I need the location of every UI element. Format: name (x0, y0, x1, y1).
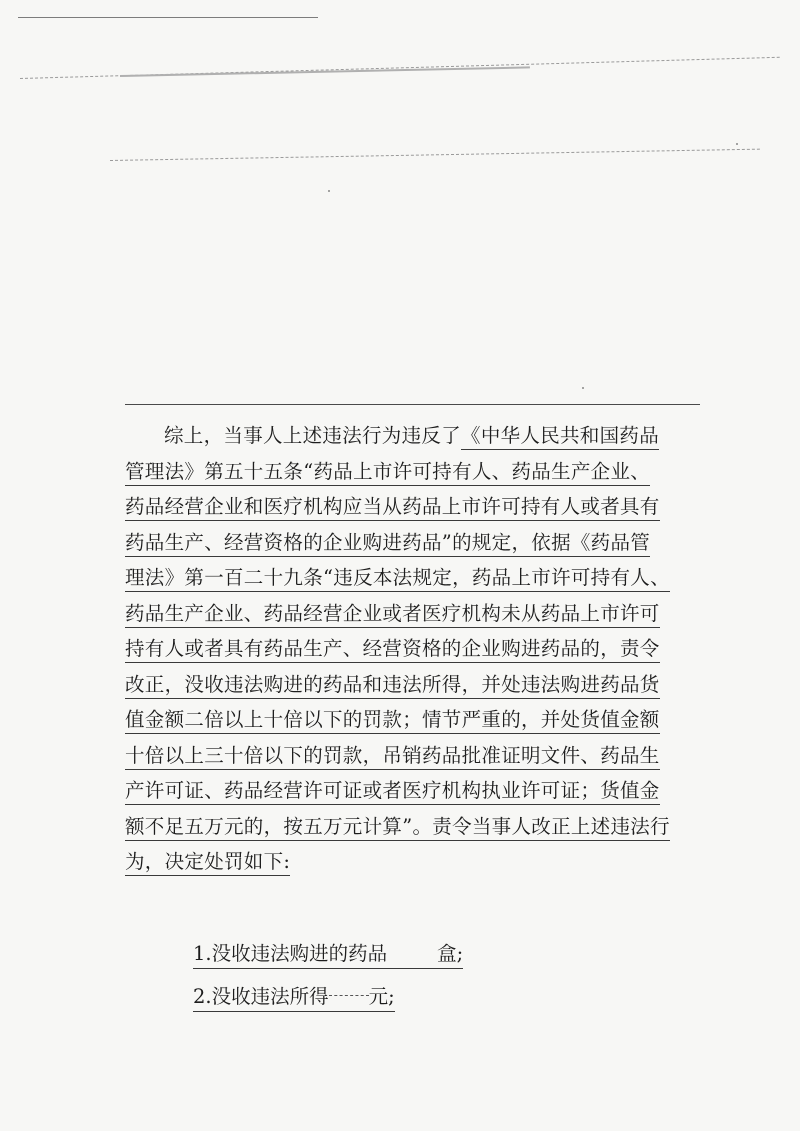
penalty-item-confiscate-drugs (193, 941, 463, 969)
penalty-item-text: 1.没收违法购进的药品 (193, 942, 388, 965)
paragraph-line: 产许可证、药品经营许可证或者医疗机构执业许可证；货值金 (125, 773, 720, 809)
paragraph-line: 改正，没收违法购进的药品和违法所得，并处违法购进药品货 (125, 667, 720, 703)
scan-artifact-line (120, 66, 530, 77)
paragraph-line: 额不足五万元的，按五万元计算”。责令当事人改正上述违法行 (125, 809, 720, 845)
penalty-item-unit: 元; (368, 985, 395, 1008)
paragraph-line: 管理法》第五十五条“药品上市许可持有人、药品生产企业、 (125, 454, 720, 490)
paragraph-line: 综上，当事人上述违法行为违反了《中华人民共和国药品 (125, 418, 720, 454)
scan-artifact-line (110, 149, 760, 161)
penalty-item-confiscate-income (193, 984, 395, 1012)
penalty-paragraph (125, 418, 720, 880)
section-divider (125, 404, 700, 405)
paragraph-line: 持有人或者具有药品生产、经营资格的企业购进药品的，责令 (125, 631, 720, 667)
paragraph-line: 药品生产、经营资格的企业购进药品”的规定，依据《药品管 (125, 525, 720, 561)
paragraph-line: 药品生产企业、药品经营企业或者医疗机构未从药品上市许可 (125, 596, 720, 632)
scan-speck (736, 143, 738, 145)
paragraph-line: 值金额二倍以上十倍以下的罚款；情节严重的，并处货值金额 (125, 702, 720, 738)
penalty-item-text: 2.没收违法所得 (193, 985, 329, 1008)
scan-speck (582, 387, 584, 389)
paragraph-line: 理法》第一百二十九条“违反本法规定，药品上市许可持有人、 (125, 560, 720, 596)
redacted-amount (329, 989, 369, 996)
scan-artifact-line (18, 17, 318, 18)
paragraph-line: 十倍以上三十倍以下的罚款，吊销药品批准证明文件、药品生 (125, 738, 720, 774)
paragraph-line: 为，决定处罚如下: (125, 844, 720, 880)
paragraph-line: 药品经营企业和医疗机构应当从药品上市许可持有人或者具有 (125, 489, 720, 525)
penalty-item-unit: 盒; (437, 942, 464, 965)
scan-speck (328, 190, 330, 192)
